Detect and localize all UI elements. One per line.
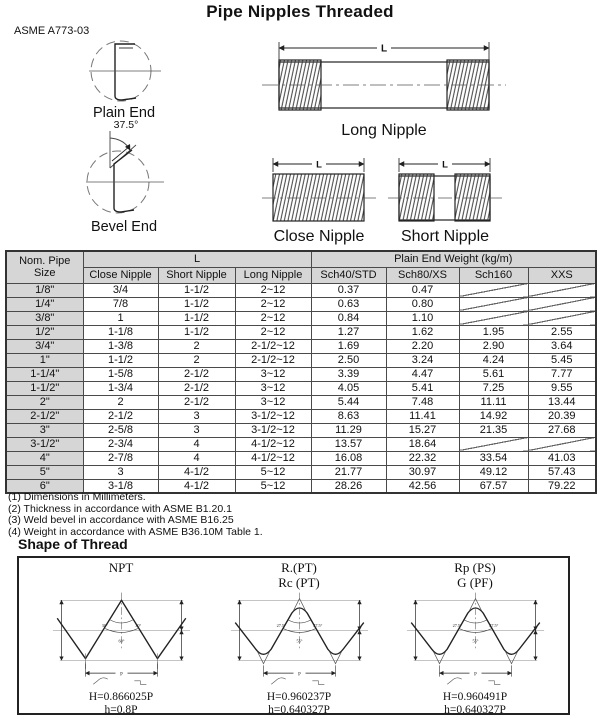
row-value-cell: 2-3/4	[83, 437, 158, 451]
table-row	[6, 339, 596, 353]
close-nipple-dim-label: L	[316, 159, 322, 171]
row-size-cell: 3-1/2"	[6, 437, 83, 451]
row-size-cell: 3/4"	[6, 339, 83, 353]
long-nipple-dim-label: L	[380, 43, 388, 55]
thread-diagram-rp-g	[391, 560, 559, 717]
row-value-cell: 2~12	[235, 283, 311, 297]
row-value-cell: 1.27	[311, 325, 386, 339]
table-row	[6, 311, 596, 325]
row-value-cell: 2	[158, 353, 235, 367]
thread-formula-h: h=0.640327P	[444, 704, 506, 716]
bevel-end-figure	[64, 118, 184, 235]
table-row	[6, 395, 596, 409]
close-nipple-label: Close Nipple	[273, 228, 365, 245]
row-value-cell: 2-1/2	[158, 381, 235, 395]
row-value-cell: 2-1/2	[158, 367, 235, 381]
npt-thread-profile-drawing	[39, 590, 204, 686]
close-nipple-drawing	[260, 156, 378, 226]
table-row	[6, 465, 596, 479]
rp-g-thread-profile-drawing	[393, 590, 558, 686]
row-value-cell	[528, 437, 596, 451]
rp-angle-total: 55°	[472, 638, 478, 644]
bevel-end-label: Bevel End	[90, 219, 158, 235]
row-value-cell: 1.10	[386, 311, 459, 325]
col-header-sch160: Sch160	[459, 267, 528, 283]
rp-pitch-label: P	[473, 672, 477, 678]
row-value-cell	[459, 437, 528, 451]
row-value-cell: 2-7/8	[83, 451, 158, 465]
row-value-cell	[528, 311, 596, 325]
row-value-cell	[528, 297, 596, 311]
row-value-cell: 0.63	[311, 297, 386, 311]
row-value-cell: 16.08	[311, 451, 386, 465]
row-value-cell: 8.63	[311, 409, 386, 423]
row-value-cell: 21.35	[459, 423, 528, 437]
row-size-cell: 1/8"	[6, 283, 83, 297]
long-nipple-figure	[258, 40, 510, 140]
thread-formula-h: h=0.640327P	[268, 704, 330, 716]
row-value-cell	[459, 283, 528, 297]
thread-title-line1: NPT	[108, 560, 134, 575]
npt-angle-left: 30°	[101, 622, 108, 628]
row-value-cell: 3~12	[235, 395, 311, 409]
row-value-cell	[528, 283, 596, 297]
row-value-cell: 11.29	[311, 423, 386, 437]
row-value-cell: 22.32	[386, 451, 459, 465]
r-angle-total: 55°	[296, 638, 302, 644]
row-value-cell: 5~12	[235, 479, 311, 493]
note-line: (4) Weight in accordance with ASME B36.10M Table 1.	[8, 525, 263, 538]
row-value-cell: 2-1/2	[158, 395, 235, 409]
thread-formula-H: H=0.866025P	[88, 691, 154, 703]
row-value-cell: 67.57	[459, 479, 528, 493]
thread-formula-H: H=0.960237P	[266, 691, 332, 703]
table-row	[6, 283, 596, 297]
table-row	[6, 367, 596, 381]
col-header-xxs: XXS	[528, 267, 596, 283]
row-size-cell: 4"	[6, 451, 83, 465]
col-group-weight: Plain End Weight (kg/m)	[311, 251, 596, 267]
row-value-cell: 28.26	[311, 479, 386, 493]
row-value-cell: 3~12	[235, 367, 311, 381]
row-value-cell: 30.97	[386, 465, 459, 479]
r-angle-left: 27.5°	[276, 622, 286, 628]
row-value-cell: 1-1/2	[158, 311, 235, 325]
row-value-cell: 3-1/8	[83, 479, 158, 493]
npt-angle-right: 30°	[134, 622, 141, 628]
row-size-cell: 1/4"	[6, 297, 83, 311]
row-value-cell: 2~12	[235, 325, 311, 339]
r-rc-thread-profile-drawing	[217, 590, 382, 686]
row-value-cell: 7.77	[528, 367, 596, 381]
row-value-cell: 57.43	[528, 465, 596, 479]
row-value-cell: 4.24	[459, 353, 528, 367]
npt-pitch-label: P	[119, 672, 123, 678]
bevel-angle-label: 37.5°	[113, 119, 139, 131]
table-row	[6, 423, 596, 437]
row-value-cell: 4	[158, 451, 235, 465]
row-value-cell: 2.90	[459, 339, 528, 353]
row-value-cell: 1-3/8	[83, 339, 158, 353]
row-value-cell: 3/4	[83, 283, 158, 297]
row-size-cell: 3/8"	[6, 311, 83, 325]
row-value-cell: 2-1/2~12	[235, 353, 311, 367]
row-value-cell: 15.27	[386, 423, 459, 437]
row-size-cell: 5"	[6, 465, 83, 479]
row-value-cell: 2-5/8	[83, 423, 158, 437]
row-value-cell: 27.68	[528, 423, 596, 437]
short-nipple-dim-label: L	[442, 159, 448, 171]
row-value-cell: 2.50	[311, 353, 386, 367]
row-value-cell: 1-5/8	[83, 367, 158, 381]
page-title: Pipe Nipples Threaded	[206, 2, 394, 21]
row-value-cell: 1-1/8	[83, 325, 158, 339]
row-value-cell: 79.22	[528, 479, 596, 493]
row-value-cell: 1-3/4	[83, 381, 158, 395]
row-value-cell: 42.56	[386, 479, 459, 493]
row-value-cell: 1	[83, 311, 158, 325]
npt-angle-total: 60°	[118, 638, 124, 644]
col-header-nom-pipe-size: Nom. Pipe Size	[6, 251, 83, 283]
plain-end-figure	[68, 38, 180, 121]
thread-formula-h: h=0.8P	[104, 704, 138, 716]
row-value-cell: 13.57	[311, 437, 386, 451]
rp-angle-left: 27.5°	[452, 622, 462, 628]
thread-diagram-npt	[37, 560, 205, 717]
row-value-cell: 0.47	[386, 283, 459, 297]
thread-title-line1: R.(PT)	[281, 560, 317, 575]
row-value-cell: 2	[83, 395, 158, 409]
row-value-cell: 49.12	[459, 465, 528, 479]
row-value-cell: 3.64	[528, 339, 596, 353]
table-row	[6, 325, 596, 339]
row-value-cell: 3	[83, 465, 158, 479]
row-value-cell: 41.03	[528, 451, 596, 465]
row-value-cell: 2-1/2~12	[235, 339, 311, 353]
thread-formula-H: H=0.960491P	[442, 691, 508, 703]
row-value-cell: 3-1/2~12	[235, 423, 311, 437]
row-value-cell: 3~12	[235, 381, 311, 395]
long-nipple-label: Long Nipple	[341, 122, 427, 139]
row-value-cell: 1-1/2	[158, 297, 235, 311]
plain-end-label: Plain End	[92, 105, 156, 121]
note-line: (3) Weld bevel in accordance with ASME B16.25	[8, 514, 234, 526]
row-value-cell: 20.39	[528, 409, 596, 423]
row-value-cell: 0.80	[386, 297, 459, 311]
row-size-cell: 3"	[6, 423, 83, 437]
row-value-cell: 1.62	[386, 325, 459, 339]
row-value-cell: 0.37	[311, 283, 386, 297]
row-size-cell: 1/2"	[6, 325, 83, 339]
row-value-cell: 3	[158, 409, 235, 423]
thread-diagram-r-rc	[215, 560, 383, 717]
row-value-cell: 1-1/2	[158, 325, 235, 339]
row-value-cell: 21.77	[311, 465, 386, 479]
row-value-cell: 7.48	[386, 395, 459, 409]
short-nipple-drawing	[386, 156, 504, 226]
row-value-cell: 5~12	[235, 465, 311, 479]
r-angle-right: 27.5°	[312, 622, 322, 628]
thread-title-line2: G (PF)	[457, 575, 493, 590]
row-value-cell: 33.54	[459, 451, 528, 465]
row-value-cell: 4	[158, 437, 235, 451]
row-size-cell: 1-1/2"	[6, 381, 83, 395]
row-value-cell: 14.92	[459, 409, 528, 423]
row-value-cell: 0.84	[311, 311, 386, 325]
plain-end-drawing	[69, 38, 179, 104]
short-nipple-figure	[386, 156, 504, 246]
row-value-cell: 13.44	[528, 395, 596, 409]
row-value-cell: 2~12	[235, 311, 311, 325]
row-value-cell: 4-1/2~12	[235, 451, 311, 465]
row-value-cell: 4-1/2	[158, 479, 235, 493]
row-value-cell: 11.11	[459, 395, 528, 409]
thread-title-line2: Rc (PT)	[278, 575, 320, 590]
col-header-sch80-xs: Sch80/XS	[386, 267, 459, 283]
row-size-cell: 1-1/4"	[6, 367, 83, 381]
row-value-cell: 4.05	[311, 381, 386, 395]
table-row	[6, 437, 596, 451]
pipe-spec-table	[5, 250, 597, 494]
row-value-cell: 7.25	[459, 381, 528, 395]
table-header-row-1	[6, 251, 596, 267]
row-value-cell: 3	[158, 423, 235, 437]
thread-title-line1: Rp (PS)	[454, 560, 496, 575]
row-value-cell: 4-1/2~12	[235, 437, 311, 451]
col-header-close-nipple: Close Nipple	[83, 267, 158, 283]
row-value-cell: 4.47	[386, 367, 459, 381]
row-size-cell: 2-1/2"	[6, 409, 83, 423]
row-size-cell: 1"	[6, 353, 83, 367]
row-value-cell: 1.95	[459, 325, 528, 339]
row-value-cell: 3.39	[311, 367, 386, 381]
row-value-cell: 1-1/2	[158, 283, 235, 297]
table-header-row-2	[6, 267, 596, 283]
row-value-cell: 7/8	[83, 297, 158, 311]
row-value-cell	[459, 311, 528, 325]
long-nipple-drawing	[258, 40, 510, 120]
col-header-sch40-std: Sch40/STD	[311, 267, 386, 283]
col-header-long-nipple: Long Nipple	[235, 267, 311, 283]
row-value-cell: 2.20	[386, 339, 459, 353]
bevel-end-drawing	[66, 118, 182, 218]
row-value-cell: 2.55	[528, 325, 596, 339]
standard-code: ASME A773-03	[14, 25, 90, 37]
row-value-cell: 18.64	[386, 437, 459, 451]
row-value-cell	[459, 297, 528, 311]
table-row	[6, 409, 596, 423]
col-header-short-nipple: Short Nipple	[158, 267, 235, 283]
table-row	[6, 381, 596, 395]
row-value-cell: 5.61	[459, 367, 528, 381]
note-line: (1) Dimensions in Millimeters.	[8, 491, 146, 503]
rp-angle-right: 27.5°	[488, 622, 498, 628]
row-value-cell: 1-1/2	[83, 353, 158, 367]
thread-section-heading: Shape of Thread	[18, 536, 128, 552]
row-value-cell: 3-1/2~12	[235, 409, 311, 423]
row-value-cell: 5.41	[386, 381, 459, 395]
row-value-cell: 5.45	[528, 353, 596, 367]
close-nipple-figure	[260, 156, 378, 246]
row-value-cell: 9.55	[528, 381, 596, 395]
row-value-cell: 2	[158, 339, 235, 353]
row-value-cell: 1.69	[311, 339, 386, 353]
table-row	[6, 297, 596, 311]
notes-list	[8, 492, 263, 538]
row-value-cell: 5.44	[311, 395, 386, 409]
thread-diagrams-box	[17, 556, 570, 715]
r-pitch-label: P	[297, 672, 301, 678]
pipe-table-body	[6, 283, 596, 493]
col-group-length: L	[83, 251, 311, 267]
short-nipple-label: Short Nipple	[400, 228, 490, 245]
row-size-cell: 2"	[6, 395, 83, 409]
row-value-cell: 11.41	[386, 409, 459, 423]
row-value-cell: 4-1/2	[158, 465, 235, 479]
note-line: (2) Thickness in accordance with ASME B1.20.1	[8, 502, 232, 515]
row-size-cell: 6"	[6, 479, 83, 493]
row-value-cell: 2-1/2	[83, 409, 158, 423]
table-row	[6, 451, 596, 465]
row-value-cell: 2~12	[235, 297, 311, 311]
table-row	[6, 353, 596, 367]
spec-table-wrap	[5, 250, 597, 494]
row-value-cell: 3.24	[386, 353, 459, 367]
